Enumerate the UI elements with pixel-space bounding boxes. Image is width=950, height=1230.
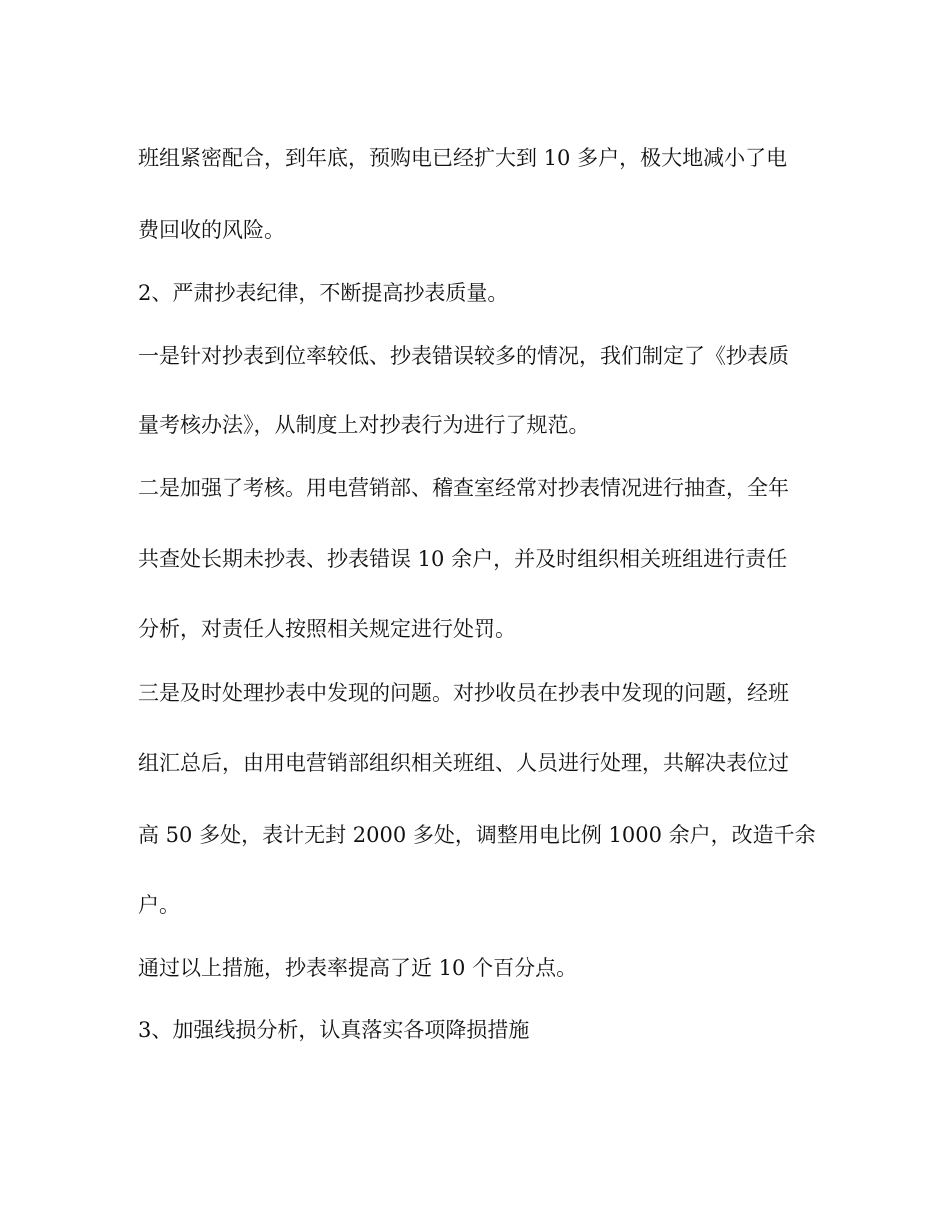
paragraph-line: 班组紧密配合，到年底，预购电已经扩大到 10 多户，极大地减小了电: [138, 146, 788, 170]
paragraph-line: 户。: [138, 893, 180, 917]
paragraph-line: 共查处长期未抄表、抄表错误 10 余户，并及时组织相关班组进行责任: [138, 547, 788, 571]
section-heading: 3、加强线损分析，认真落实各项降损措施: [138, 1018, 530, 1042]
paragraph-line: 二是加强了考核。用电营销部、稽查室经常对抄表情况进行抽查，全年: [138, 476, 789, 500]
paragraph-line: 分析，对责任人按照相关规定进行处罚。: [138, 617, 516, 641]
paragraph-line: 组汇总后，由用电营销部组织相关班组、人员进行处理，共解决表位过: [138, 751, 789, 775]
paragraph-line: 三是及时处理抄表中发现的问题。对抄收员在抄表中发现的问题，经班: [138, 681, 789, 705]
paragraph-line: 量考核办法》，从制度上对抄表行为进行了规范。: [138, 413, 590, 437]
paragraph-line: 高 50 多处，表计无封 2000 多处，调整用电比例 1000 余户，改造千余: [138, 823, 816, 847]
section-heading: 2、严肃抄表纪律，不断提高抄表质量。: [138, 281, 509, 305]
paragraph-line: 费回收的风险。: [138, 218, 285, 242]
paragraph-line: 一是针对抄表到位率较低、抄表错误较多的情况，我们制定了《抄表质: [138, 344, 789, 368]
paragraph-line: 通过以上措施，抄表率提高了近 10 个百分点。: [138, 956, 578, 980]
